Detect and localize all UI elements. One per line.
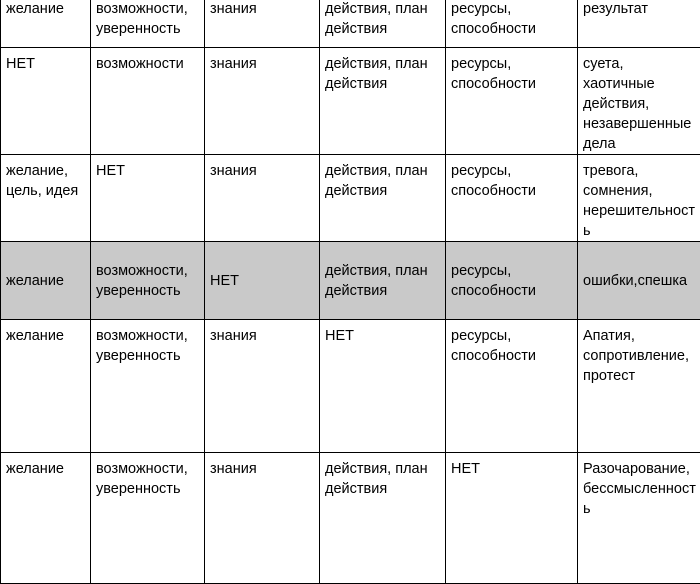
table-cell: ресурсы, способности (446, 48, 578, 155)
table-cell: НЕТ (446, 453, 578, 584)
table-cell: желание (1, 320, 91, 453)
table-row (1, 453, 700, 584)
table-row-highlighted (1, 242, 700, 320)
table-row (1, 155, 700, 242)
table-cell: знания (205, 320, 320, 453)
table-row (1, 0, 700, 48)
table-cell: знания (205, 0, 320, 48)
table-row (1, 48, 700, 155)
table-cell: действия, план действия (320, 155, 446, 242)
table-cell: возможности, уверенность (91, 242, 205, 320)
table-cell: результат (578, 0, 700, 48)
table-cell: Апатия, сопротивление, протест (578, 320, 700, 453)
table-cell: желание, цель, идея (1, 155, 91, 242)
table-cell: тревога, сомнения, нерешительность (578, 155, 700, 242)
table-cell: возможности, уверенность (91, 320, 205, 453)
table-cell: действия, план действия (320, 242, 446, 320)
table-cell: ресурсы, способности (446, 0, 578, 48)
table-cell: знания (205, 453, 320, 584)
table-cell: ошибки,спешка (578, 242, 700, 320)
table-cell: НЕТ (205, 242, 320, 320)
table-cell: возможности, уверенность (91, 453, 205, 584)
table-cell: Разочарование, бессмысленность (578, 453, 700, 584)
table-cell: знания (205, 48, 320, 155)
table-cell: возможности (91, 48, 205, 155)
table-cell: действия, план действия (320, 453, 446, 584)
table-cell: действия, план действия (320, 48, 446, 155)
table-cell: НЕТ (91, 155, 205, 242)
table-cell: ресурсы, способности (446, 320, 578, 453)
table-cell: знания (205, 155, 320, 242)
table-cell: ресурсы, способности (446, 155, 578, 242)
table-cell: НЕТ (320, 320, 446, 453)
table-cell: желание (1, 0, 91, 48)
table-cell: желание (1, 242, 91, 320)
table-cell: суета, хаотичные действия, незавершенные дела (578, 48, 700, 155)
table-row (1, 320, 700, 453)
table-cell: возможности, уверенность (91, 0, 205, 48)
table-cell: действия, план действия (320, 0, 446, 48)
table-cell: желание (1, 453, 91, 584)
table-cell: НЕТ (1, 48, 91, 155)
table-cell: ресурсы, способности (446, 242, 578, 320)
